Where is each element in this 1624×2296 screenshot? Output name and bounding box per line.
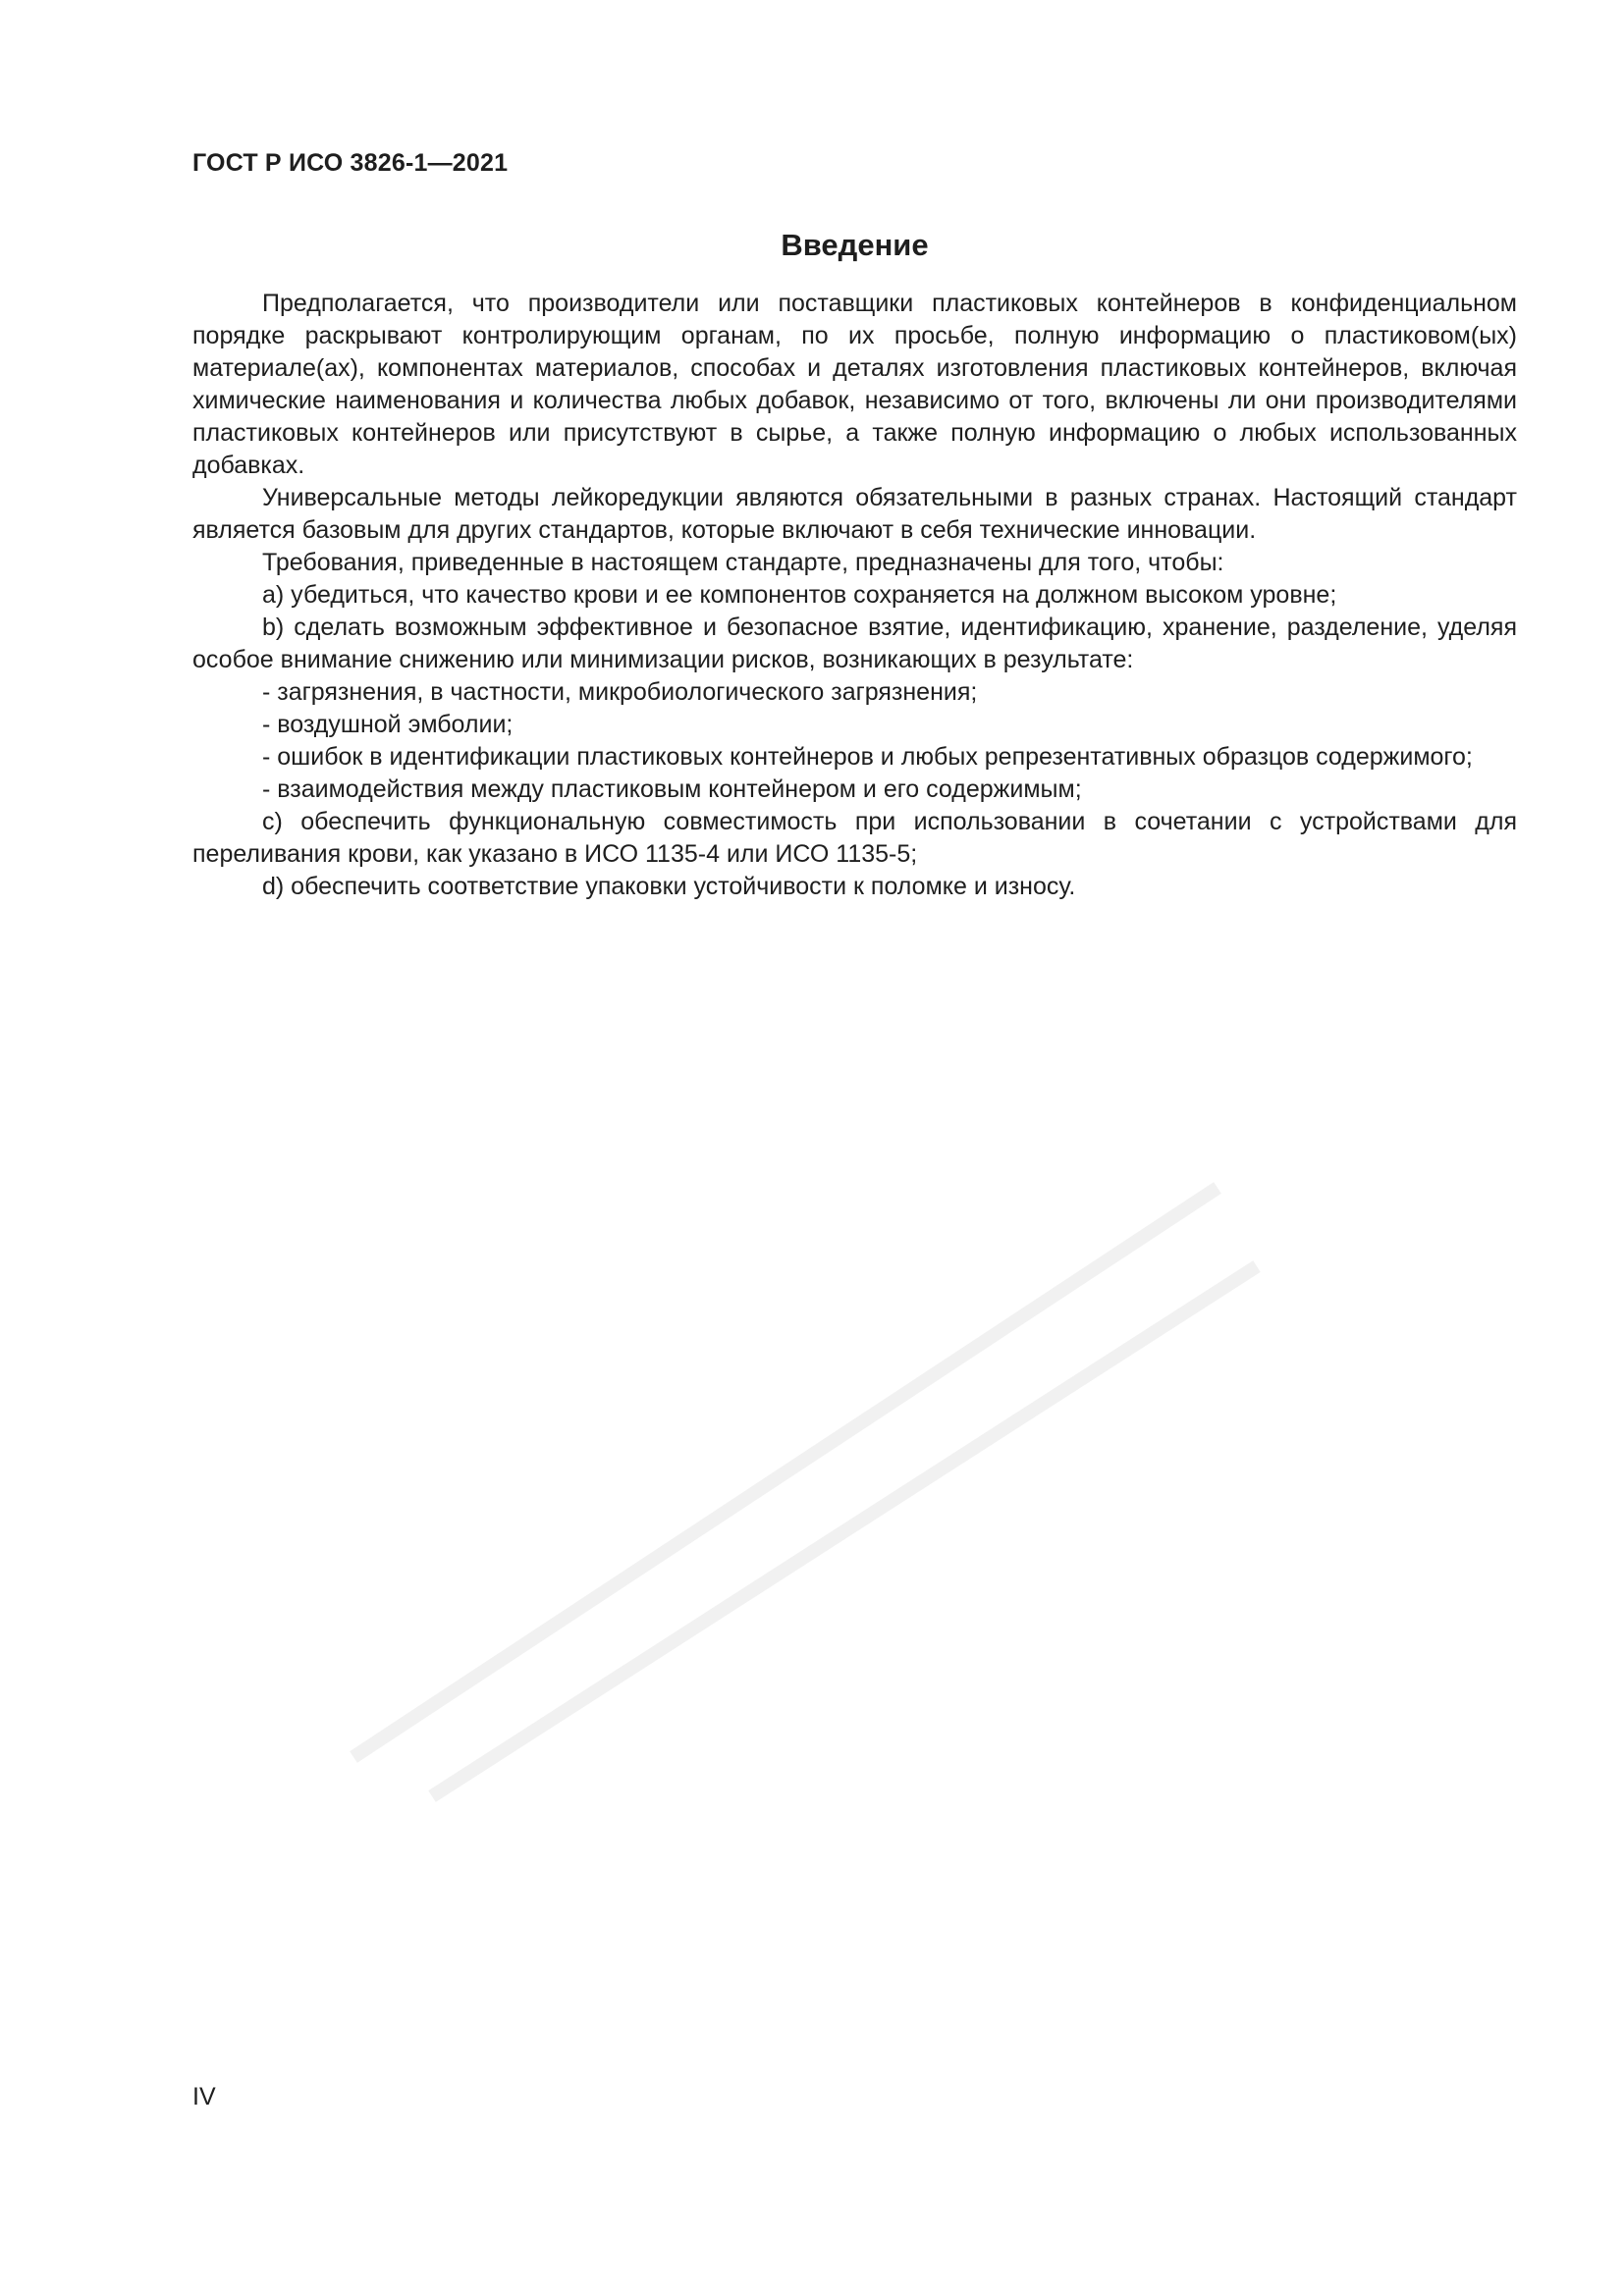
- document-id: ГОСТ Р ИСО 3826-1—2021: [192, 149, 509, 177]
- paragraph-requirements: Требования, приведенные в настоящем стандарте, предназначены для того, чтобы:: [262, 549, 1224, 576]
- list-item-a: a) убедиться, что качество крови и ее компонентов сохраняется на должном высоком уровне;: [262, 581, 1337, 609]
- list-item-c: c) обеспечить функциональную совместимость при использовании в сочетании с устройствами для переливания крови, как указано в ИСО 1135-4 или ИСО 1135-5;: [192, 808, 1517, 868]
- faint-watermark: [295, 1129, 1276, 1816]
- page-number: IV: [192, 2083, 216, 2110]
- sub-item-interaction: - взаимодействия между пластиковым контейнером и его содержимым;: [262, 775, 1082, 803]
- body-text: [192, 288, 1517, 903]
- paragraph-intro: Предполагается, что производители или поставщики пластиковых контейнеров в конфиденциальном порядке раскрывают контролирующим органам, по их просьбе, полную информацию о пластиковом(ых) материале(ах), компонентах материалов, способах и деталях изготовления пластиковых контейнеров, включая химические наименования и количества любых добавок, независимо от того, включены ли они производителями пластиковых контейнеров или присутствуют в сырье, а также полную информацию о любых использованных добавках.: [192, 290, 1517, 479]
- paragraph-leukoreduction: Универсальные методы лейкоредукции являются обязательными в разных странах. Настоящий стандарт является базовым для других стандартов, которые включают в себя технические инновации.: [192, 484, 1517, 544]
- list-item-d: d) обеспечить соответствие упаковки устойчивости к поломке и износу.: [262, 873, 1076, 900]
- section-title: Введение: [781, 228, 929, 262]
- sub-item-air-embolism: - воздушной эмболии;: [262, 711, 514, 738]
- sub-item-identification-errors: - ошибок в идентификации пластиковых контейнеров и любых репрезентативных образцов содержимого;: [262, 743, 1473, 771]
- list-item-b: b) сделать возможным эффективное и безопасное взятие, идентификацию, хранение, разделение, уделяя особое внимание снижению или минимизации рисков, возникающих в результате:: [192, 614, 1517, 673]
- sub-item-contamination: - загрязнения, в частности, микробиологического загрязнения;: [262, 678, 978, 706]
